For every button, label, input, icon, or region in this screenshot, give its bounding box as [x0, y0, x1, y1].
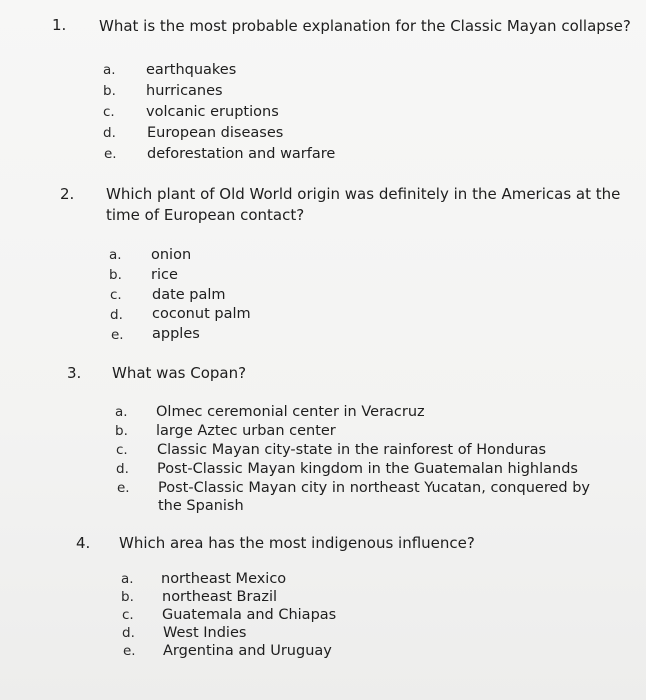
option-text: earthquakes: [146, 62, 237, 78]
option-letter: a.: [121, 571, 134, 587]
question-number: 4.: [76, 534, 91, 552]
option-letter: a.: [103, 62, 116, 78]
option-letter: c.: [103, 104, 115, 120]
question-number: 3.: [67, 364, 82, 382]
option-letter: c.: [116, 442, 128, 458]
question-number: 1.: [52, 16, 67, 34]
option-letter: d.: [116, 461, 129, 477]
option-letter: a.: [109, 247, 122, 263]
option-letter: b.: [121, 589, 134, 605]
option-letter: b.: [103, 83, 116, 99]
option-text: Argentina and Uruguay: [163, 643, 332, 659]
option-text: hurricanes: [146, 83, 223, 99]
option-text: West Indies: [163, 625, 247, 641]
question-text: What was Copan?: [112, 364, 247, 382]
option-text: rice: [151, 267, 178, 283]
option-text: date palm: [152, 287, 226, 303]
option-letter: c.: [122, 607, 134, 623]
option-text: onion: [151, 247, 192, 263]
option-text: Classic Mayan city-state in the rainforest of Honduras: [157, 442, 547, 458]
option-text: Post-Classic Mayan kingdom in the Guatemalan highlands: [157, 461, 578, 477]
option-letter: d.: [103, 125, 116, 141]
option-letter: d.: [122, 625, 135, 641]
option-text: deforestation and warfare: [147, 146, 336, 162]
option-letter: b.: [109, 267, 122, 283]
option-letter: d.: [110, 307, 123, 323]
option-text: volcanic eruptions: [146, 104, 279, 120]
question-text: Which plant of Old World origin was definitely in the Americas at the time of European contact?: [106, 185, 621, 224]
option-letter: c.: [110, 287, 122, 303]
option-letter: e.: [104, 146, 117, 162]
option-text: Post-Classic Mayan city in northeast Yucatan, conquered by the Spanish: [158, 480, 590, 514]
question-text: Which area has the most indigenous influence?: [119, 534, 475, 552]
question-text: What is the most probable explanation for the Classic Mayan collapse?: [99, 17, 631, 35]
option-text: Olmec ceremonial center in Veracruz: [156, 404, 425, 420]
option-text: northeast Mexico: [161, 571, 287, 587]
option-letter: a.: [115, 404, 128, 420]
option-text: coconut palm: [152, 306, 251, 322]
option-letter: e.: [111, 327, 124, 343]
option-text: northeast Brazil: [162, 589, 278, 605]
option-letter: e.: [123, 643, 136, 659]
option-text: Guatemala and Chiapas: [162, 607, 337, 623]
option-letter: e.: [117, 480, 130, 496]
option-text: apples: [152, 326, 200, 342]
option-letter: b.: [115, 423, 128, 439]
option-text: large Aztec urban center: [156, 423, 336, 439]
option-text: European diseases: [147, 125, 284, 141]
question-number: 2.: [60, 185, 75, 203]
